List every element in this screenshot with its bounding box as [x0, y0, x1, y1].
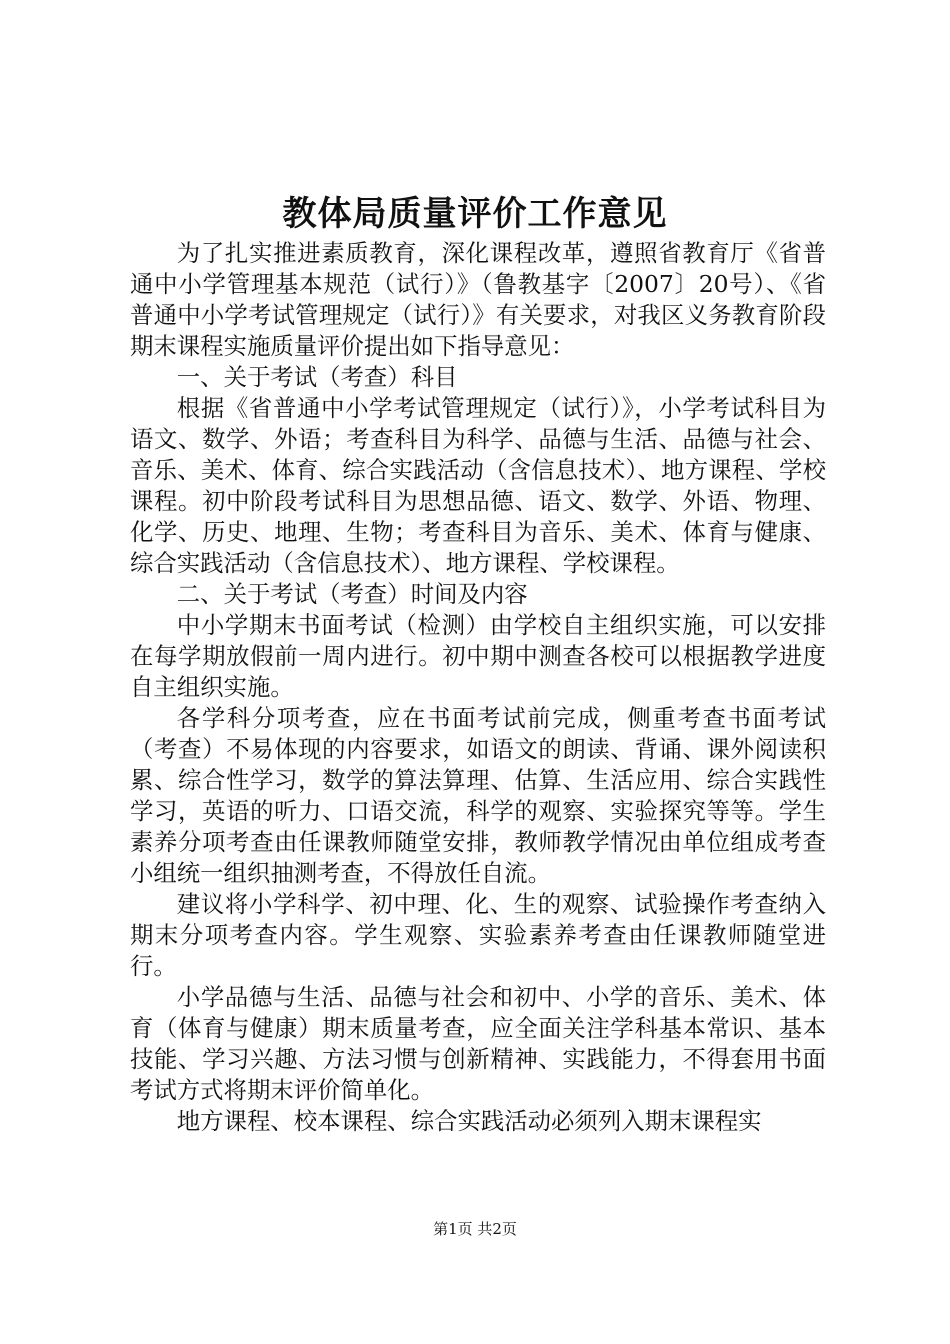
document-title: 教体局质量评价工作意见: [282, 194, 668, 234]
paragraph-subjects: 根据《省普通中小学考试管理规定（试行）》，小学考试科目为语文、数学、外语；考查科目为科学、品德与生活、品德与社会、音乐、美术、体育、综合实践活动（含信息技术）、地方课程、学校课程。初中阶段考试科目为思想品德、语文、数学、外语、物理、化学、历史、地理、生物；考查科目为音乐、美术、体育与健康、综合实践活动（含信息技术）、地方课程、学校课程。: [130, 394, 826, 577]
paragraph-local-courses: 地方课程、校本课程、综合实践活动必须列入期末课程实: [176, 1107, 762, 1135]
paragraph-arts-assessment: 小学品德与生活、品德与社会和初中、小学的音乐、美术、体育（体育与健康）期末质量考查，应全面关注学科基本常识、基本技能、学习兴趣、方法习惯与创新精神、实践能力，不得套用书面考试方式将期末评价简单化。: [130, 983, 826, 1104]
document-body: [130, 238, 826, 1137]
paragraph-intro: 为了扎实推进素质教育，深化课程改革，遵照省教育厅《省普通中小学管理基本规范（试行）》（鲁教基字〔2007〕20号）、《省普通中小学考试管理规定（试行）》有关要求，对我区义务教育阶段期末课程实施质量评价提出如下指导意见：: [130, 239, 826, 360]
paragraph-experiment: 建议将小学科学、初中理、化、生的观察、试验操作考查纳入期末分项考查内容。学生观察、实验素养考查由任课教师随堂进行。: [130, 890, 826, 980]
heading-section-2: 二、关于考试（考查）时间及内容: [176, 580, 528, 608]
page-number: 第1页 共2页: [433, 1220, 517, 1238]
heading-section-1: 一、关于考试（考查）科目: [176, 363, 458, 391]
paragraph-exam-time: 中小学期末书面考试（检测）由学校自主组织实施，可以安排在每学期放假前一周内进行。初中期中测查各校可以根据教学进度自主组织实施。: [130, 611, 826, 701]
paragraph-item-assessment: 各学科分项考查，应在书面考试前完成，侧重考查书面考试（考查）不易体现的内容要求，如语文的朗读、背诵、课外阅读积累、综合性学习，数学的算法算理、估算、生活应用、综合实践性学习，英语的听力、口语交流，科学的观察、实验探究等等。学生素养分项考查由任课教师随堂安排，教师教学情况由单位组成考查小组统一组织抽测考查，不得放任自流。: [130, 704, 826, 887]
